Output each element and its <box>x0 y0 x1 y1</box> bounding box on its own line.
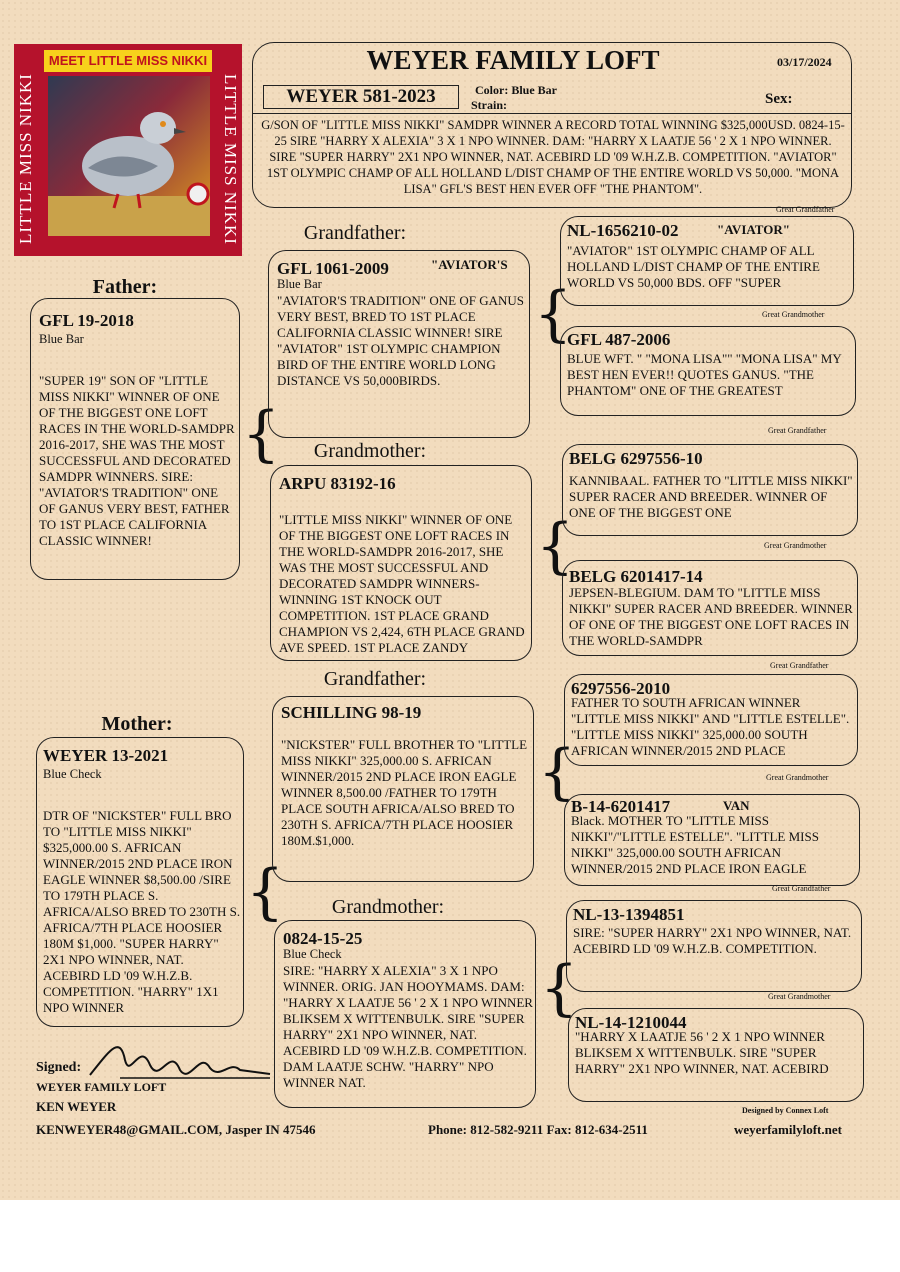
bird-band-number: WEYER 581-2023 <box>263 85 459 109</box>
footer-phone: Phone: 812-582-9211 Fax: 812-634-2511 <box>428 1122 648 1137</box>
gm1-band: ARPU 83192-16 <box>279 474 396 493</box>
header-divider <box>253 113 852 114</box>
ggp8-band: NL-14-1210044 <box>575 1013 687 1032</box>
ggp4-band: BELG 6201417-14 <box>569 567 703 586</box>
gf1-box <box>268 250 530 438</box>
ggp4-notes: JEPSEN-BLEGIUM. DAM TO "LITTLE MISS NIKKI" SUPER RACER AND BREEDER. WINNER OF ONE OF THE BIGGEST ONE LOFT RACES IN THE WORLD-SAMDPR <box>569 585 853 648</box>
gf1-band: GFL 1061-2009 <box>277 259 389 278</box>
cover-side-right: LITTLE MISS NIKKI <box>221 74 240 245</box>
gm2-band: 0824-15-25 <box>283 929 363 948</box>
ggp3-box <box>562 444 858 536</box>
gf1-color: Blue Bar <box>277 277 322 291</box>
gf1-notes: "AVIATOR'S TRADITION" ONE OF GANUS VERY BEST, BRED TO 1ST PLACE CALIFORNIA CLASSIC WINNER! SIRE "AVIATOR" 1ST OLYMPIC CHAMPION BIRD OF THE ENTIRE WORLD LONG DISTANCE VS 50,000BIRDS. <box>277 293 524 388</box>
gf2-box <box>272 696 534 882</box>
cover-artwork <box>48 76 210 236</box>
father-heading: Father: <box>92 276 158 298</box>
gm1-heading: Grandmother: <box>313 440 427 462</box>
ggp1-band: NL-1656210-02 <box>567 221 679 240</box>
ggp3-notes: KANNIBAAL. FATHER TO "LITTLE MISS NIKKI" SUPER RACER AND BREEDER. WINNER OF ONE OF THE BIGGEST ONE <box>569 473 853 520</box>
gm2-color: Blue Check <box>283 947 342 961</box>
ggp6-box <box>564 794 860 886</box>
ggp5-label: Great Grandfather <box>770 661 829 670</box>
footer-website[interactable]: weyerfamilyloft.net <box>734 1122 842 1137</box>
gm2-brace: { <box>540 953 579 1023</box>
gf2-notes: "NICKSTER" FULL BROTHER TO "LITTLE MISS NIKKI" 325,000.00 S. AFRICAN WINNER/2015 2ND PLACE IRON EAGLE WINNER 8,500.00 /FATHER TO 179TH PLACE SOUTH AFRICA/ALSO BRED TO 230TH S. AFRICA/7TH PLACE HOOSIER 180M.$1,000. <box>281 737 528 848</box>
ggp6-name: VAN <box>723 798 750 813</box>
father-box <box>30 298 240 580</box>
bird-description: G/SON OF "LITTLE MISS NIKKI" SAMDPR WINNER A RECORD TOTAL WINNING $325,000USD. 0824-15-25 SIRE "HARRY X ALEXIA" 3 X 1 NPO WINNER. DAM: "HARRY X LAATJE 56 ' 2 X 1 NPO WINNER. SIRE "SUPER HARRY" 2X1 NPO WINNER, NAT. ACEBIRD LD '09 W.H.Z.B. COMPETITION. "AVIATOR" 1ST OLYMPIC CHAMP OF ALL HOLLAND L/DIST CHAMP OF THE ENTIRE WORLD VS 50,000. "MONA LISA" GFL'S BEST HEN EVER OFF "THE PHANTOM". <box>261 118 845 196</box>
ggp8-box <box>568 1008 864 1102</box>
mother-notes: DTR OF "NICKSTER" FULL BRO TO "LITTLE MISS NIKKI" $325,000.00 S. AFRICAN WINNER/2015 2ND PLACE IRON EAGLE WINNER $8,500.00 /SIRE TO 179TH PLACE S. AFRICA/ALSO BRED TO 230TH S. AFRICA/7TH PLACE HOOSIER 180M $1,000. "SUPER HARRY" 2X1 NPO WINNER, NAT. ACEBIRD LD '09 W.H.Z.B. COMPETITION. "HARRY" 1X1 NPO WINNER <box>43 808 241 1015</box>
father-brace: { <box>242 399 281 469</box>
ggp7-box <box>566 900 862 992</box>
gm2-notes: SIRE: "HARRY X ALEXIA" 3 X 1 NPO WINNER. ORIG. JAN HOOYMAMS. DAM: "HARRY X LAATJE 56 ' 2 X 1 NPO WINNER BLIKSEM X WITTENBULK. SIRE "SUPER HARRY" 2X1 NPO WINNER, NAT. ACEBIRD LD '09 W.H.Z.B. COMPETITION. DAM LAATJE SCHW. "HARRY" NPO WINNER NAT. <box>283 963 533 1090</box>
mother-color: Blue Check <box>43 767 102 781</box>
ggp1-notes: "AVIATOR" 1ST OLYMPIC CHAMP OF ALL HOLLAND L/DIST CHAMP OF THE ENTIRE WORLD VS 50,000 BDS. OFF "SUPER <box>567 243 820 290</box>
gm2-box <box>274 920 536 1108</box>
ggp4-box <box>562 560 858 656</box>
footer-email[interactable]: KENWEYER48@GMAIL.COM, Jasper IN 47546 <box>36 1122 316 1137</box>
pigeon-illustration <box>48 76 210 236</box>
ggp8-notes: "HARRY X LAATJE 56 ' 2 X 1 NPO WINNER BLIKSEM X WITTENBULK. SIRE "SUPER HARRY" 2X1 NPO WINNER, NAT. ACEBIRD <box>575 1029 829 1076</box>
gm1-brace: { <box>536 511 575 581</box>
header-box <box>252 42 852 208</box>
ggp3-label: Great Grandfather <box>768 426 827 435</box>
mother-heading: Mother: <box>101 713 173 735</box>
ggp7-label: Great Grandfather <box>772 884 831 893</box>
gf1-heading: Grandfather: <box>303 222 407 244</box>
ggp5-notes: FATHER TO SOUTH AFRICAN WINNER "LITTLE MISS NIKKI" AND "LITTLE ESTELLE". "LITTLE MISS NIKKI" 325,000.00 SOUTH AFRICAN WINNER/2015 2ND PLACE <box>571 695 850 758</box>
father-notes: "SUPER 19" SON OF "LITTLE MISS NIKKI" WINNER OF ONE OF THE BIGGEST ONE LOFT RACES IN THE WORLD-SAMDPR 2016-2017, SHE WAS THE MOST SUCCESSFUL AND DECORATED SAMDPR WINNERS. SIRE: "AVIATOR'S TRADITION" ONE OF GANUS VERY BEST, FATHER TO 1ST PLACE CALIFORNIA CLASSIC WINNER! <box>39 373 235 548</box>
cover-image <box>14 44 242 256</box>
ggp7-notes: SIRE: "SUPER HARRY" 2X1 NPO WINNER, NAT. ACEBIRD LD '09 W.H.Z.B. COMPETITION. <box>573 925 852 956</box>
ggp7-band: NL-13-1394851 <box>573 905 685 924</box>
mother-box <box>36 737 244 1027</box>
bird-strain: Strain: <box>471 98 507 112</box>
ggp5-band: 6297556-2010 <box>571 679 671 698</box>
gm1-box <box>270 465 532 661</box>
ggp6-band: B-14-6201417 <box>571 797 671 816</box>
mother-brace: { <box>246 857 285 927</box>
footer-designed-by: Designed by Connex Loft <box>742 1106 829 1115</box>
cover-banner: MEET LITTLE MISS NIKKI <box>44 50 212 72</box>
pedigree-date: 03/17/2024 <box>777 55 832 69</box>
cover-side-left: LITTLE MISS NIKKI <box>16 73 35 244</box>
gf1-name: "AVIATOR'S <box>431 257 508 272</box>
footer-loft: WEYER FAMILY LOFT <box>36 1080 167 1094</box>
gm2-heading: Grandmother: <box>331 896 445 918</box>
gf2-heading: Grandfather: <box>323 668 427 690</box>
ggp1-box <box>560 216 854 306</box>
bird-sex: Sex: <box>765 91 793 107</box>
signed-label: Signed: <box>36 1060 82 1075</box>
gm1-notes: "LITTLE MISS NIKKI" WINNER OF ONE OF THE BIGGEST ONE LOFT RACES IN THE WORLD-SAMDPR 2016-2017, SHE WAS THE MOST SUCCESSFUL AND DECORATED SAMDPR WINNERS-WINNING 1ST KNOCK OUT COMPETITION. 1ST PLACE GRAND CHAMPION VS 2,424, 6TH PLACE GRAND AVE SPEED. 1ST PLACE ZANDY <box>279 512 525 655</box>
ggp6-label: Great Grandmother <box>766 773 829 782</box>
ggp4-label: Great Grandmother <box>764 541 827 550</box>
ggp1-name: "AVIATOR" <box>717 222 790 237</box>
ggp1-label: Great Grandfather <box>776 205 835 214</box>
gf2-brace: { <box>538 737 577 807</box>
ggp2-band: GFL 487-2006 <box>567 330 671 349</box>
mother-band: WEYER 13-2021 <box>43 746 169 765</box>
father-color: Blue Bar <box>39 332 84 346</box>
ggp8-label: Great Grandmother <box>768 992 831 1001</box>
ggp3-band: BELG 6297556-10 <box>569 449 703 468</box>
ggp2-notes: BLUE WFT. " "MONA LISA"" "MONA LISA" MY BEST HEN EVER!! QUOTES GANUS. "THE PHANTOM" ONE OF THE GREATEST <box>567 351 842 398</box>
bird-color: Color: Blue Bar <box>475 83 557 97</box>
ggp2-label: Great Grandmother <box>762 310 825 319</box>
father-band: GFL 19-2018 <box>39 311 134 330</box>
gf2-band: SCHILLING 98-19 <box>281 703 422 722</box>
ggp2-box <box>560 326 856 416</box>
loft-title: WEYER FAMILY LOFT <box>366 45 660 75</box>
ggp5-box <box>564 674 858 766</box>
ggp6-notes: Black. MOTHER TO "LITTLE MISS NIKKI"/"LITTLE ESTELLE". "LITTLE MISS NIKKI" 325,000.00 SOUTH AFRICAN WINNER/2015 2ND PLACE IRON EAGLE <box>571 813 819 876</box>
gf1-brace: { <box>534 279 573 349</box>
footer-owner: KEN WEYER <box>36 1099 117 1114</box>
